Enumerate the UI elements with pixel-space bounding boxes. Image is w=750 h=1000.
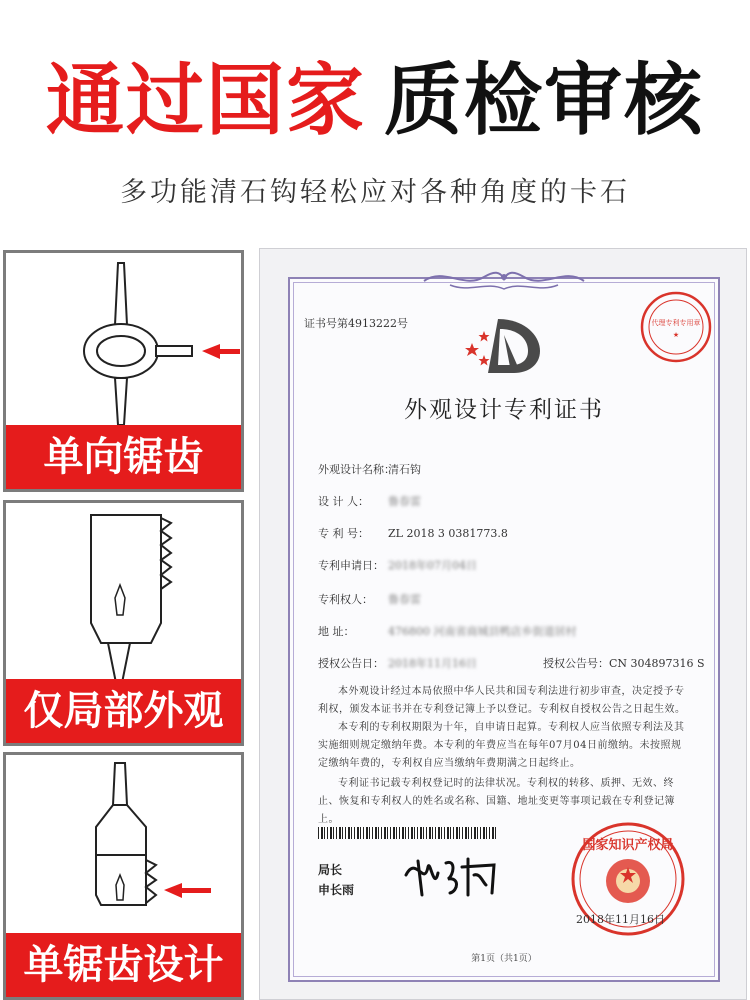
ornament-icon [420, 263, 588, 295]
hero-subtitle: 多功能清石钩轻松应对各种角度的卡石 [120, 177, 630, 208]
hero-title-red: 通过国家 [45, 56, 366, 146]
red-arrow-icon [202, 344, 240, 359]
hook-top-view-drawing [6, 253, 241, 431]
certificate-title: 外观设计专利证书 [404, 397, 604, 423]
certificate-number: 证书号第4913222号 [304, 317, 408, 330]
red-arrow-icon [164, 883, 211, 898]
signature-icon [398, 845, 508, 901]
field-grant-date: 授权公告日： 2018年11月16日 [318, 657, 477, 670]
certificate-paragraph: 本专利的专利权期限为十年，自申请日起算。专利权人应当依照专利法及其实施细则规定缴纳年费。本专利的年费应当在每年07月04日前缴纳。未按照规定缴纳年费的，专利权自应当缴纳年费期满之日起终止。 [318, 722, 685, 769]
field-patentee: 专利权人： 鲁春雷 [318, 593, 421, 606]
field-announcement-number: 授权公告号：CN 304897316 S [543, 657, 705, 670]
panel-single-serration [3, 752, 244, 1000]
issue-date: 2018年11月16日 [576, 913, 665, 926]
field-address: 地 址： 476800 河南省商城县鸭店乡街道居村 [318, 625, 577, 638]
field-designer: 设 计 人： 鲁春雷 [318, 495, 421, 508]
stamp-text: 代理专利专用章 [651, 319, 701, 327]
certificate-paragraph: 本外观设计经过本局依照中华人民共和国专利法进行初步审查，决定授予专利权，颁发本证书并在专利登记簿上予以登记。专利权自授权公告之日起生效。 [318, 686, 686, 715]
agency-stamp-icon [638, 289, 714, 365]
field-patent-number: 专 利 号： ZL 2018 3 0381773.8 [318, 527, 508, 540]
panel-partial-appearance [3, 500, 244, 746]
certificate-paragraph: 专利证书记载专利权登记时的法律状况。专利权的转移、质押、无效、终止、恢复和专利权人的姓名或名称、国籍、地址变更等事项记载在专利登记簿上。 [318, 778, 675, 825]
svg-text:★: ★ [672, 331, 680, 339]
patent-office-logo-icon [458, 313, 548, 377]
hero-title-black: 质检审核 [384, 56, 705, 146]
patent-certificate [259, 248, 747, 1000]
field-application-date: 专利申请日： 2018年07月04日 [318, 559, 477, 572]
field-design-name: 外观设计名称：清石钩 [318, 463, 421, 476]
seal-text: 国家知识产权局 [582, 838, 674, 853]
hook-front-view-drawing [6, 755, 241, 939]
panel-one-way-serration [3, 250, 244, 492]
page-number: 第1页（共1页） [471, 954, 537, 964]
director-name: 申长雨 [318, 883, 355, 897]
barcode [318, 827, 496, 839]
director-title: 局长 [318, 863, 343, 877]
panel-caption: 仅局部外观 [6, 679, 241, 743]
hero-title [0, 56, 750, 146]
hook-side-view-drawing [6, 503, 241, 685]
panel-caption: 单锯齿设计 [6, 933, 241, 997]
panel-caption: 单向锯齿 [6, 425, 241, 489]
